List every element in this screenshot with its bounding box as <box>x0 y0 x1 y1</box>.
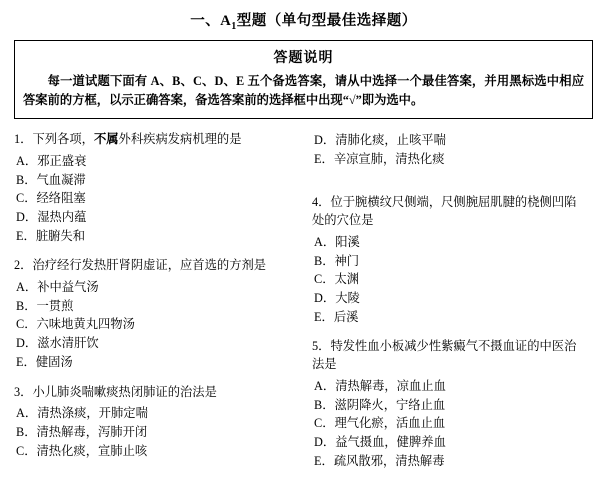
instruction-heading: 答题说明 <box>273 50 334 66</box>
question-1 <box>14 131 286 245</box>
option-b[interactable] <box>312 396 584 415</box>
option-letter: E． <box>314 309 334 324</box>
option-a[interactable] <box>312 377 584 396</box>
option-letter: A． <box>16 280 38 295</box>
option-text: 补中益气汤 <box>37 280 99 295</box>
option-letter: B． <box>16 298 37 313</box>
option-c[interactable] <box>312 414 584 433</box>
column-spacer <box>312 180 584 194</box>
question-5 <box>312 338 584 470</box>
option-letter: D． <box>314 435 336 450</box>
option-letter: A． <box>16 153 38 168</box>
question-stem: 2．治疗经行发热肝肾阴虚证，应首选的方剂是 <box>14 258 267 273</box>
option-a[interactable] <box>14 404 286 423</box>
page-title-prefix: 一、A <box>190 13 232 29</box>
question-3 <box>14 384 286 461</box>
instruction-box <box>14 40 593 119</box>
right-column <box>312 131 584 483</box>
option-letter: C． <box>16 191 37 206</box>
left-column <box>14 131 286 483</box>
option-e[interactable] <box>312 150 584 169</box>
option-d[interactable] <box>312 131 584 150</box>
option-text: 脏腑失和 <box>35 228 86 243</box>
stem-text-before: 1．下列各项， <box>14 131 94 146</box>
option-letter: B． <box>314 397 335 412</box>
option-letter: B． <box>16 425 37 440</box>
page-title-subscript: 1 <box>231 20 237 32</box>
option-text: 健固汤 <box>35 354 73 369</box>
page-title <box>14 9 593 32</box>
option-d[interactable] <box>14 334 286 353</box>
option-text: 大陵 <box>335 291 360 306</box>
option-text: 神门 <box>334 253 360 268</box>
question-columns <box>14 131 593 483</box>
option-c[interactable] <box>312 270 584 289</box>
option-text: 邪正盛衰 <box>37 153 87 168</box>
option-text: 清热解毒，泻肺开闭 <box>36 425 148 440</box>
option-text: 滋水清肝饮 <box>37 336 99 351</box>
option-text: 滋阴降火，宁络止血 <box>334 397 446 412</box>
option-b[interactable] <box>14 423 286 442</box>
option-letter: E． <box>16 228 36 243</box>
option-text: 理气化瘀，活血止血 <box>334 416 446 431</box>
option-text: 湿热内蕴 <box>37 209 87 224</box>
option-letter: E． <box>16 354 36 369</box>
option-c[interactable] <box>14 315 286 334</box>
stem-text-emphasis: 不属 <box>93 131 119 146</box>
option-letter: C． <box>16 317 37 332</box>
option-letter: B． <box>314 253 335 268</box>
option-text: 阳溪 <box>335 235 360 250</box>
option-c[interactable] <box>14 442 286 461</box>
question-stem: 3．小儿肺炎喘嗽痰热闭肺证的治法是 <box>14 384 217 399</box>
question-stem: 4．位于腕横纹尺侧端，尺侧腕屈肌腱的桡侧凹陷处的穴位是 <box>312 195 577 228</box>
option-text: 经络阻塞 <box>36 191 86 206</box>
option-letter: E． <box>314 453 334 468</box>
option-text: 一贯煎 <box>36 298 74 313</box>
option-a[interactable] <box>14 278 286 297</box>
option-letter: C． <box>314 272 335 287</box>
option-a[interactable] <box>312 233 584 252</box>
option-text: 清热涤痰，开肺定喘 <box>37 406 148 421</box>
option-text: 后溪 <box>333 309 359 324</box>
option-b[interactable] <box>312 252 584 271</box>
option-text: 清肺化痰，止咳平喘 <box>335 132 446 147</box>
question-stem <box>14 131 286 149</box>
option-b[interactable] <box>14 297 286 316</box>
option-letter: A． <box>314 379 336 394</box>
option-e[interactable] <box>312 308 584 327</box>
option-letter: C． <box>16 443 37 458</box>
option-text: 清热化痰，宣肺止咳 <box>36 443 148 458</box>
option-text: 太渊 <box>334 272 360 287</box>
option-letter: A． <box>314 235 336 250</box>
option-letter: E． <box>314 151 334 166</box>
option-text: 六味地黄丸四物汤 <box>36 317 135 332</box>
option-e[interactable] <box>14 227 286 246</box>
option-text: 气血凝滞 <box>36 172 86 187</box>
option-letter: A． <box>16 406 38 421</box>
option-letter: C． <box>314 416 335 431</box>
document-page <box>0 9 607 466</box>
option-e[interactable] <box>312 452 584 471</box>
question-3-continued <box>312 131 584 168</box>
option-c[interactable] <box>14 189 286 208</box>
option-letter: B． <box>16 172 37 187</box>
option-text: 益气摄血，健脾养血 <box>335 435 446 450</box>
option-a[interactable] <box>14 152 286 171</box>
option-letter: D． <box>314 132 336 147</box>
instruction-body: 每一道试题下面有 A、B、C、D、E 五个备选答案，请从中选择一个最佳答案，并用黑标选中相应答案前的方框，以示正确答案，备选答案前的选择框中出现“√”即为选中。 <box>23 73 584 107</box>
option-e[interactable] <box>14 353 286 372</box>
question-stem: 5．特发性血小板减少性紫癜气不摄血证的中医治法是 <box>312 339 577 372</box>
stem-text-after: 外科疾病发病机理的是 <box>118 131 242 146</box>
option-d[interactable] <box>312 289 584 308</box>
page-title-suffix: 型题（单句型最佳选择题） <box>236 13 417 29</box>
option-b[interactable] <box>14 171 286 190</box>
option-d[interactable] <box>14 208 286 227</box>
option-d[interactable] <box>312 433 584 452</box>
option-letter: D． <box>16 209 38 224</box>
option-text: 疏风散邪，清热解毒 <box>333 453 445 468</box>
question-4 <box>312 194 584 326</box>
option-letter: D． <box>16 336 38 351</box>
option-text: 辛凉宣肺，清热化痰 <box>333 151 445 166</box>
question-2 <box>14 257 286 371</box>
option-text: 清热解毒，凉血止血 <box>335 379 446 394</box>
option-letter: D． <box>314 291 336 306</box>
